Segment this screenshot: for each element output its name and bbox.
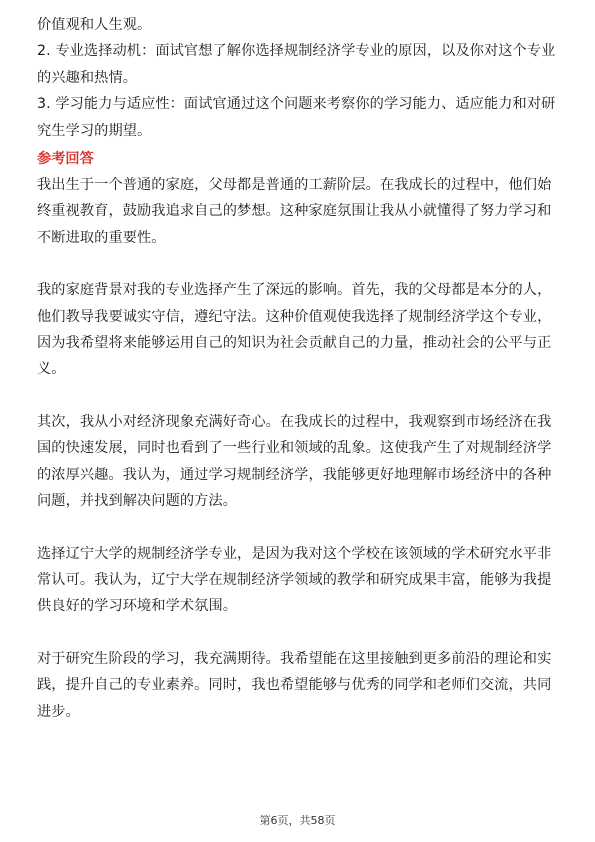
paragraph-line: 我出生于一个普通的家庭，父母都是普通的工薪阶层。在我成长的过程中，他们始 [37, 177, 552, 194]
point-2 [37, 38, 561, 91]
document-page [37, 12, 561, 725]
answer-paragraph-2 [37, 277, 561, 383]
paragraph-line: 其次，我从小对经济现象充满好奇心。在我成长的过程中，我观察到市场经济在我 [37, 413, 552, 430]
paragraph-line: 的浓厚兴趣。我认为，通过学习规制经济学，我能够更好地理解市场经济中的各种 [37, 466, 552, 483]
paragraph-gap [37, 251, 561, 277]
paragraph-line: 因为我希望将来能够运用自己的知识为社会贡献自己的力量，推动社会的公平与正 [37, 335, 552, 352]
paragraph-line: 对于研究生阶段的学习，我充满期待。我希望能在这里接触到更多前沿的理论和实 [37, 650, 552, 667]
paragraph-line: 进步。 [37, 703, 80, 720]
paragraph-line: 不断进取的重要性。 [37, 229, 166, 246]
answer-paragraph-5 [37, 646, 561, 725]
point-line: 究生学习的期望。 [37, 122, 152, 139]
reference-answer-heading: 参考回答 [37, 151, 94, 168]
answer-paragraph-3 [37, 409, 561, 515]
paragraph-gap [37, 383, 561, 409]
answer-paragraph-1 [37, 172, 561, 251]
paragraph-gap [37, 515, 561, 541]
page-number-footer: 第6页，共58页 [259, 814, 336, 827]
paragraph-gap [37, 620, 561, 646]
paragraph-line: 问题，并找到解决问题的方法。 [37, 493, 238, 510]
point-line: 的兴趣和热情。 [37, 69, 138, 86]
paragraph-line: 义。 [37, 361, 66, 378]
paragraph-line: 践，提升自己的专业素养。同时，我也希望能够与优秀的同学和老师们交流，共同 [37, 677, 552, 694]
point-3 [37, 91, 561, 144]
intro-tail-text: 价值观和人生观。 [37, 17, 152, 33]
paragraph-line: 供良好的学习环境和学术氛围。 [37, 598, 238, 615]
paragraph-line: 终重视教育，鼓励我追求自己的梦想。这种家庭氛围让我从小就懂得了努力学习和 [37, 203, 552, 220]
paragraph-line: 选择辽宁大学的规制经济学专业，是因为我对这个学校在该领域的学术研究水平非 [37, 545, 552, 562]
answer-paragraph-4 [37, 541, 561, 620]
paragraph-line: 他们教导我要诚实守信，遵纪守法。这种价值观使我选择了规制经济学这个专业， [37, 308, 552, 325]
paragraph-line: 常认可。我认为，辽宁大学在规制经济学领域的教学和研究成果丰富，能够为我提 [37, 571, 552, 588]
paragraph-line: 国的快速发展，同时也看到了一些行业和领域的乱象。这使我产生了对规制经济学 [37, 440, 552, 457]
point-line: 2. 专业选择动机：面试官想了解你选择规制经济学专业的原因，以及你对这个专业 [37, 43, 556, 60]
point-line: 3. 学习能力与适应性：面试官通过这个问题来考察你的学习能力、适应能力和对研 [37, 96, 556, 113]
paragraph-line: 我的家庭背景对我的专业选择产生了深远的影响。首先，我的父母都是本分的人， [37, 282, 552, 299]
